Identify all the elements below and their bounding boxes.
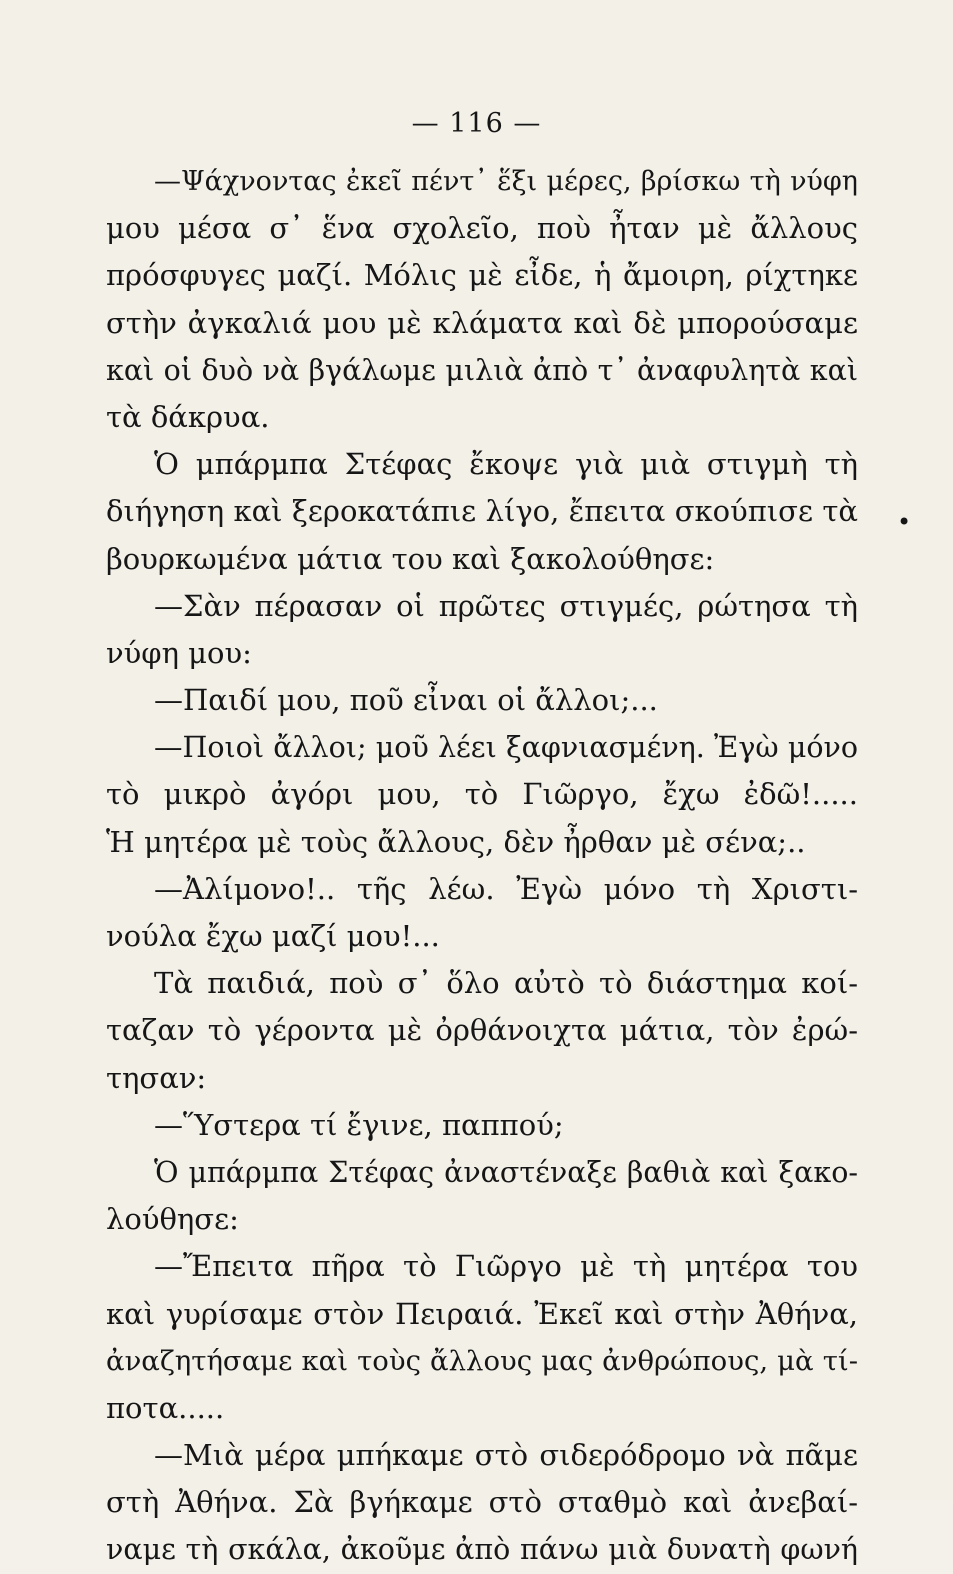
text-line: διήγηση καὶ ξεροκατάπιε λίγο, ἔπειτα σκούπισε τὰ <box>106 494 858 529</box>
body-text <box>106 158 858 1574</box>
text-line: ταζαν τὸ γέροντα μὲ ὀρθάνοιχτα μάτια, τὸν ἐρώ- <box>106 1013 858 1048</box>
text-line: τησαν: <box>106 1060 207 1095</box>
text-line: —Ἀλίμονο!.. τῆς λέω. Ἐγὼ μόνο τὴ Χριστι- <box>154 871 858 906</box>
margin-mark: • <box>897 508 912 536</box>
text-line: —Ψάχνοντας ἐκεῖ πέντ᾽ ἕξι μέρες, βρίσκω τὴ νύφη <box>154 166 858 197</box>
text-line: Τὰ παιδιά, ποὺ σ᾽ ὅλο αὐτὸ τὸ διάστημα κοί- <box>154 966 858 1001</box>
text-line: ναμε τὴ σκάλα, ἀκοῦμε ἀπὸ πάνω μιὰ δυνατὴ φωνή <box>106 1533 858 1567</box>
text-line: μου μέσα σ᾽ ἕνα σχολεῖο, ποὺ ἦταν μὲ ἄλλους <box>106 211 858 246</box>
text-line: —Ποιοὶ ἄλλοι; μοῦ λέει ξαφνιασμένη. Ἐγὼ μόνο <box>154 731 858 765</box>
text-line: τὸ μικρὸ ἀγόρι μου, τὸ Γιῶργο, ἔχω ἐδῶ!..... <box>106 777 858 812</box>
text-line: βουρκωμένα μάτια του καὶ ξακολούθησε: <box>106 541 715 576</box>
text-line: τὰ δάκρυα. <box>106 399 270 434</box>
text-line: Ὁ μπάρμπα Στέφας ἀναστέναξε βαθιὰ καὶ ξακο- <box>154 1155 858 1189</box>
text-line: καὶ οἱ δυὸ νὰ βγάλωμε μιλιὰ ἀπὸ τ᾽ ἀναφυλητὰ καὶ <box>106 353 858 387</box>
text-line: ἀναζητήσαμε καὶ τοὺς ἄλλους μας ἀνθρώπους, μὰ τί- <box>106 1344 858 1377</box>
text-line: νύφη μου: <box>106 635 252 670</box>
text-line: ποτα..... <box>106 1390 225 1425</box>
text-line: πρόσφυγες μαζί. Μόλις μὲ εἶδε, ἡ ἄμοιρη, ρίχτηκε <box>106 258 858 293</box>
text-line: —Ὕστερα τί ἔγινε, παππού; <box>154 1107 564 1142</box>
text-line: στὴν ἀγκαλιά μου μὲ κλάματα καὶ δὲ μπορούσαμε <box>106 305 858 340</box>
text-line: Ὁ μπάρμπα Στέφας ἔκοψε γιὰ μιὰ στιγμὴ τὴ <box>154 447 858 482</box>
text-line: Ἡ μητέρα μὲ τοὺς ἄλλους, δὲν ἦρθαν μὲ σένα;.. <box>106 824 806 859</box>
text-line: —Παιδί μου, ποῦ εἶναι οἱ ἄλλοι;... <box>154 683 658 718</box>
text-line: —Ἔπειτα πῆρα τὸ Γιῶργο μὲ τὴ μητέρα του <box>154 1249 858 1284</box>
page-number: — 116 — <box>411 108 542 139</box>
text-line: —Μιὰ μέρα μπήκαμε στὸ σιδερόδρομο νὰ πᾶμε <box>154 1438 858 1473</box>
text-line: λούθησε: <box>106 1202 239 1237</box>
text-line: —Σὰν πέρασαν οἱ πρῶτες στιγμές, ρώτησα τὴ <box>154 588 858 623</box>
text-line: νούλα ἔχω μαζί μου!... <box>106 919 440 953</box>
text-line: στὴ Ἀθήνα. Σὰ βγήκαμε στὸ σταθμὸ καὶ ἀνεβαί- <box>106 1485 858 1520</box>
text-line: καὶ γυρίσαμε στὸν Πειραιά. Ἐκεῖ καὶ στὴν Ἀθήνα, <box>106 1296 858 1331</box>
